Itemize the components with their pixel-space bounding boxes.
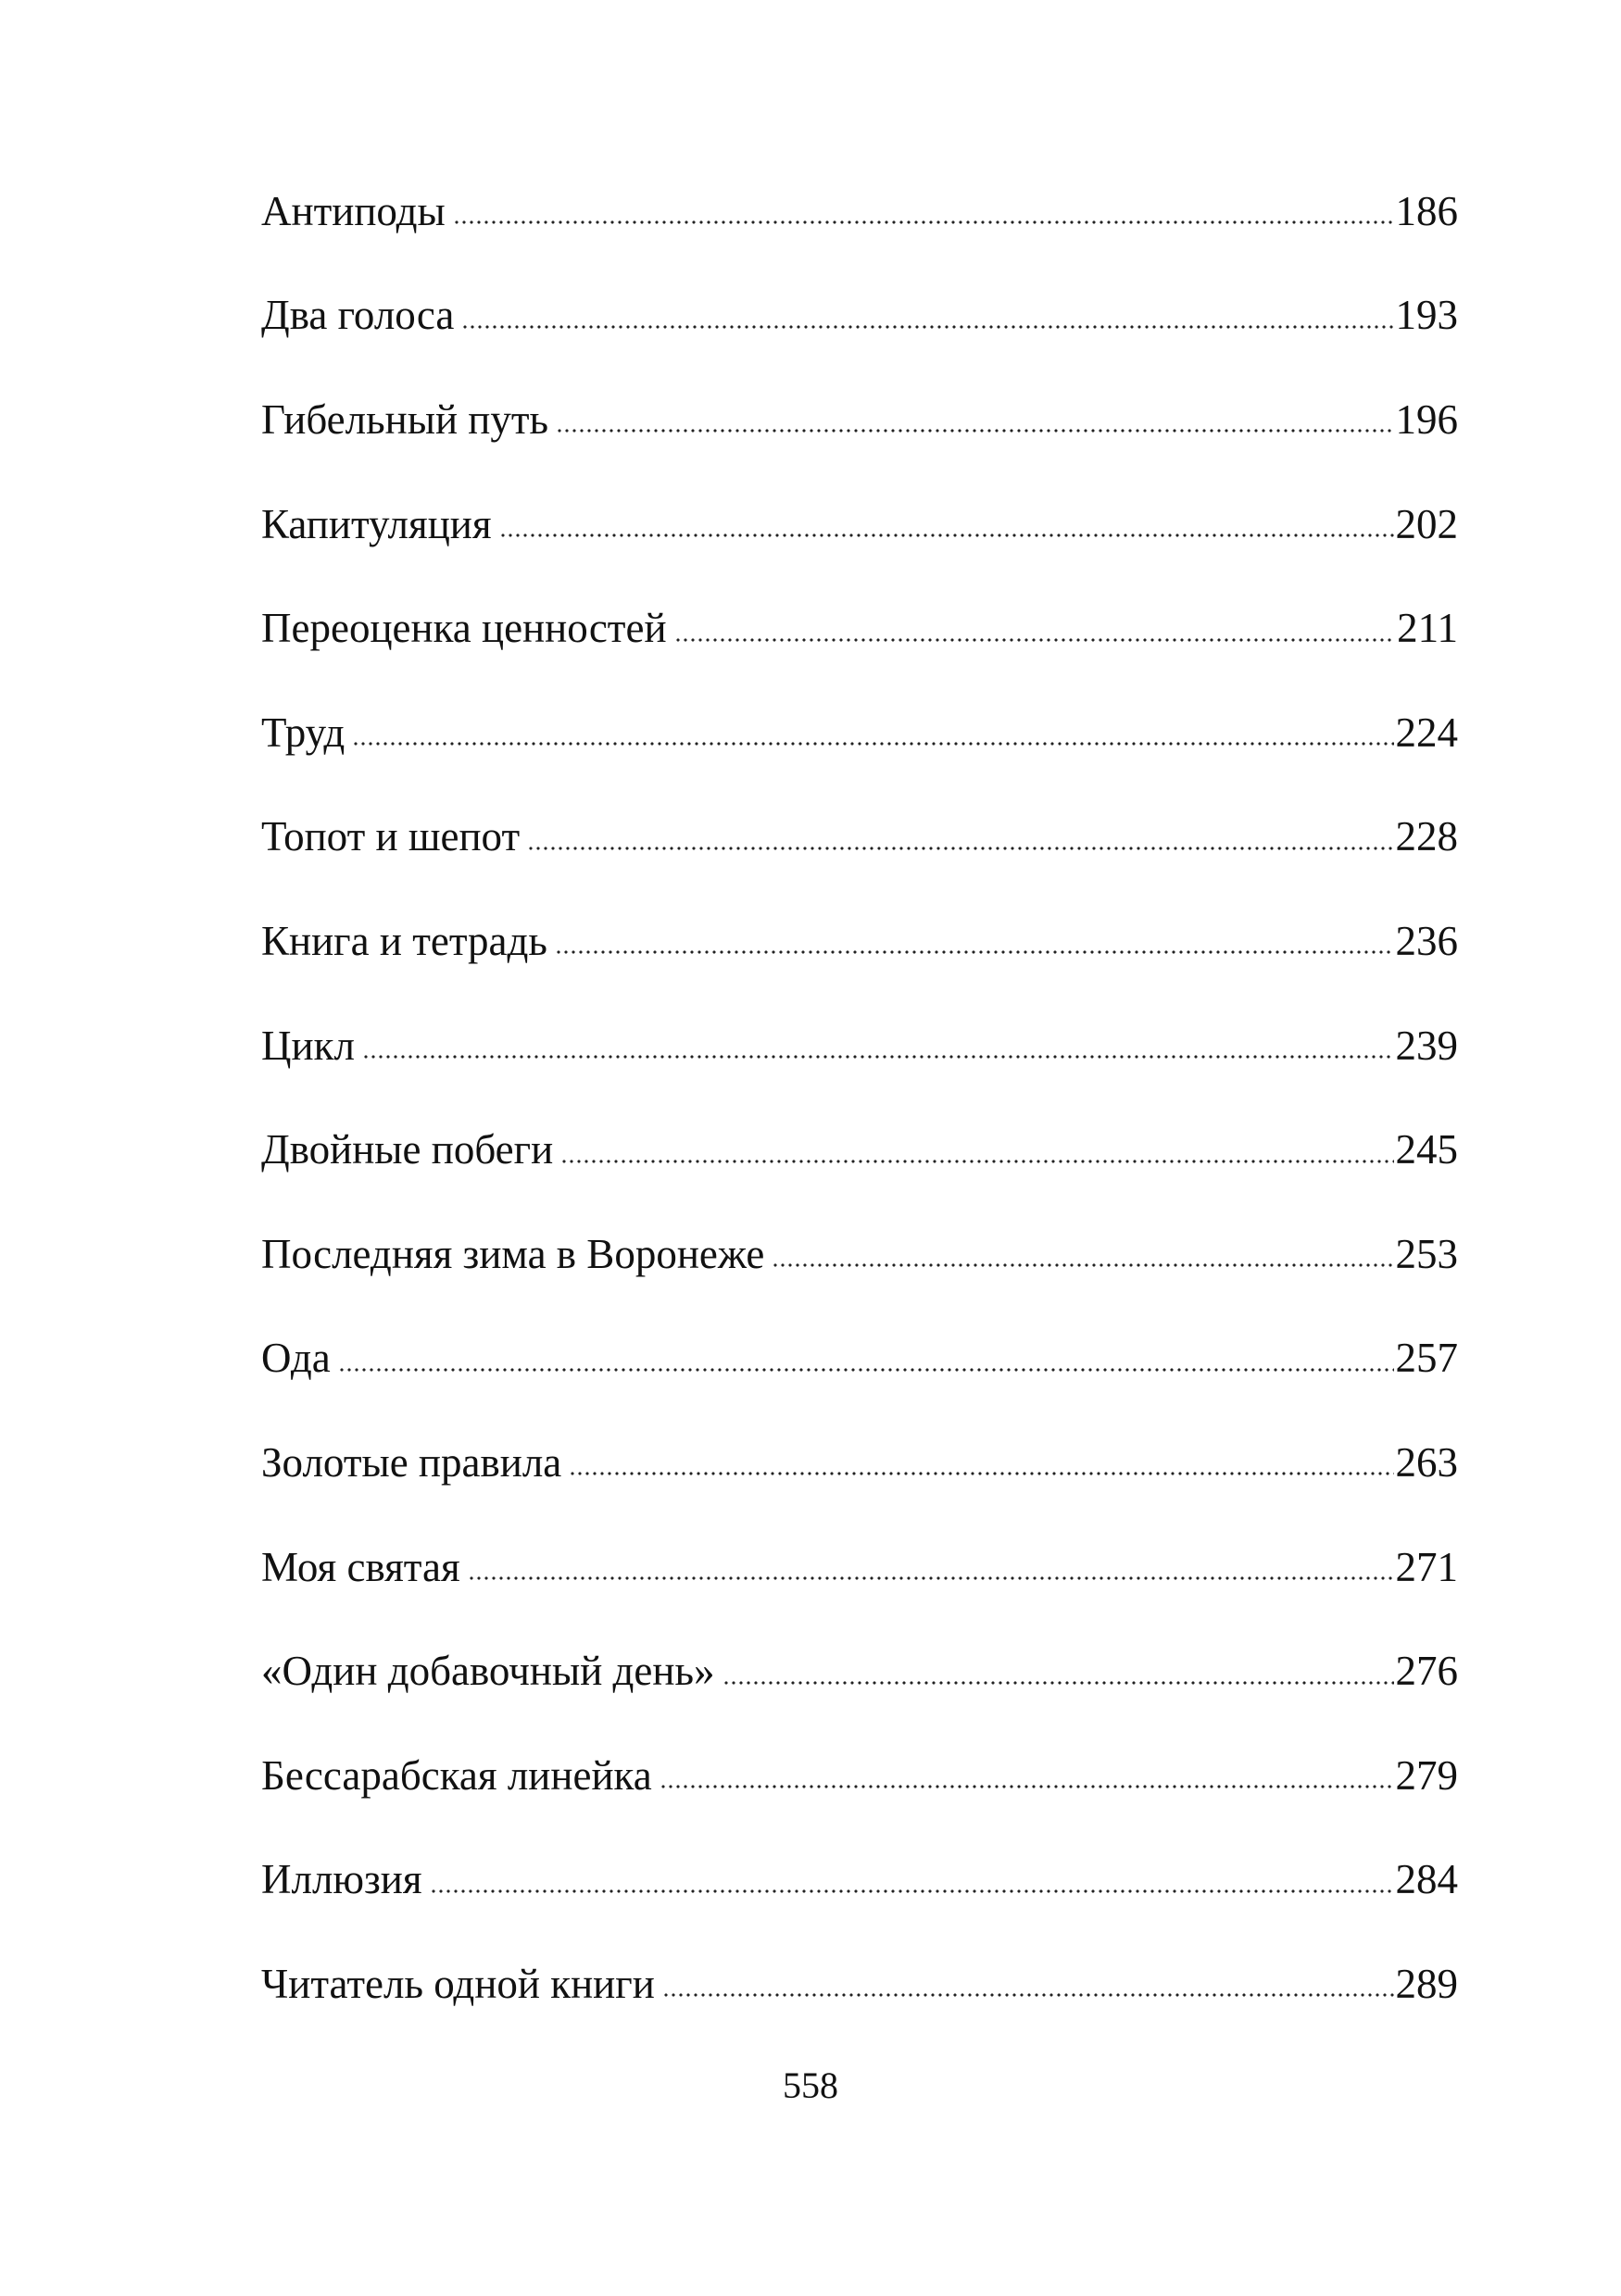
toc-entry-page: 284 (1395, 1856, 1458, 1903)
toc-entry (261, 472, 1458, 577)
toc-entry-title: Топот и шепот (261, 813, 521, 860)
toc-dot-leader (468, 1576, 1394, 1580)
toc-dot-leader (430, 1889, 1394, 1893)
toc-entry-title: Книга и тетрадь (261, 917, 547, 964)
toc-entry (261, 1828, 1458, 1933)
toc-entry-page: 253 (1395, 1230, 1458, 1277)
page-number: 558 (783, 2064, 838, 2106)
toc-entry (261, 264, 1458, 369)
toc-entry (261, 1619, 1458, 1724)
toc-entry (261, 576, 1458, 681)
toc-dot-leader (461, 325, 1393, 329)
toc-entry (261, 159, 1458, 264)
toc-entry-page: 228 (1395, 813, 1458, 860)
toc-entry-page: 211 (1397, 605, 1458, 652)
toc-entry (261, 1932, 1458, 2037)
toc-entry-page: 186 (1395, 187, 1458, 234)
toc-entry (261, 1098, 1458, 1202)
toc-dot-leader (362, 1055, 1394, 1059)
toc-entry (261, 1515, 1458, 1620)
toc-entry (261, 368, 1458, 472)
toc-entry-page: 202 (1395, 500, 1458, 547)
toc-dot-leader (660, 1785, 1394, 1788)
toc-dot-leader (560, 1160, 1393, 1163)
toc-dot-leader (674, 638, 1396, 642)
toc-dot-leader (772, 1263, 1393, 1267)
toc-entry (261, 1307, 1458, 1411)
toc-entry (261, 681, 1458, 785)
toc-dot-leader (338, 1368, 1394, 1372)
toc-entry-page: 257 (1395, 1335, 1458, 1382)
toc-dot-leader (555, 950, 1394, 954)
toc-entry-title: Цикл (261, 1022, 355, 1069)
table-of-contents (261, 159, 1458, 2037)
toc-dot-leader (527, 847, 1393, 850)
toc-entry-title: Золотые правила (261, 1438, 562, 1486)
toc-dot-leader (723, 1681, 1394, 1685)
toc-entry (261, 785, 1458, 890)
toc-entry-title: Гибельный путь (261, 395, 549, 443)
toc-entry (261, 1411, 1458, 1515)
toc-dot-leader (453, 220, 1394, 224)
toc-entry-page: 289 (1395, 1960, 1458, 2007)
toc-entry-page: 263 (1395, 1438, 1458, 1486)
toc-entry-page: 279 (1395, 1751, 1458, 1799)
toc-entry (261, 1202, 1458, 1307)
toc-entry-page: 193 (1395, 292, 1458, 339)
toc-entry (261, 994, 1458, 1098)
toc-entry (261, 889, 1458, 994)
toc-entry-title: Два голоса (261, 292, 455, 339)
toc-entry-page: 196 (1395, 395, 1458, 443)
toc-dot-leader (352, 742, 1393, 746)
toc-entry-title: Читатель одной книги (261, 1960, 655, 2007)
toc-entry-page: 236 (1395, 917, 1458, 964)
toc-entry-page: 239 (1395, 1022, 1458, 1069)
toc-entry-title: Двойные побеги (261, 1126, 554, 1173)
toc-dot-leader (499, 533, 1394, 537)
toc-dot-leader (556, 429, 1393, 433)
toc-entry-page: 224 (1395, 709, 1458, 756)
toc-entry-page: 245 (1395, 1126, 1458, 1173)
toc-entry-title: Труд (261, 709, 346, 756)
toc-dot-leader (662, 1993, 1394, 1997)
toc-entry-title: Бессарабская линейка (261, 1751, 652, 1799)
toc-entry-title: Антиподы (261, 187, 446, 234)
toc-entry-title: Иллюзия (261, 1856, 422, 1903)
toc-entry-title: Последняя зима в Воронеже (261, 1230, 765, 1277)
toc-entry-title: Переоценка ценностей (261, 605, 667, 652)
toc-entry-page: 276 (1395, 1648, 1458, 1695)
toc-entry-title: Капитуляция (261, 500, 492, 547)
toc-entry-page: 271 (1395, 1543, 1458, 1590)
toc-entry-title: Ода (261, 1335, 331, 1382)
toc-dot-leader (569, 1472, 1393, 1475)
toc-entry-title: Моя святая (261, 1543, 460, 1590)
toc-entry (261, 1724, 1458, 1828)
toc-entry-title: «Один добавочный день» (261, 1648, 715, 1695)
